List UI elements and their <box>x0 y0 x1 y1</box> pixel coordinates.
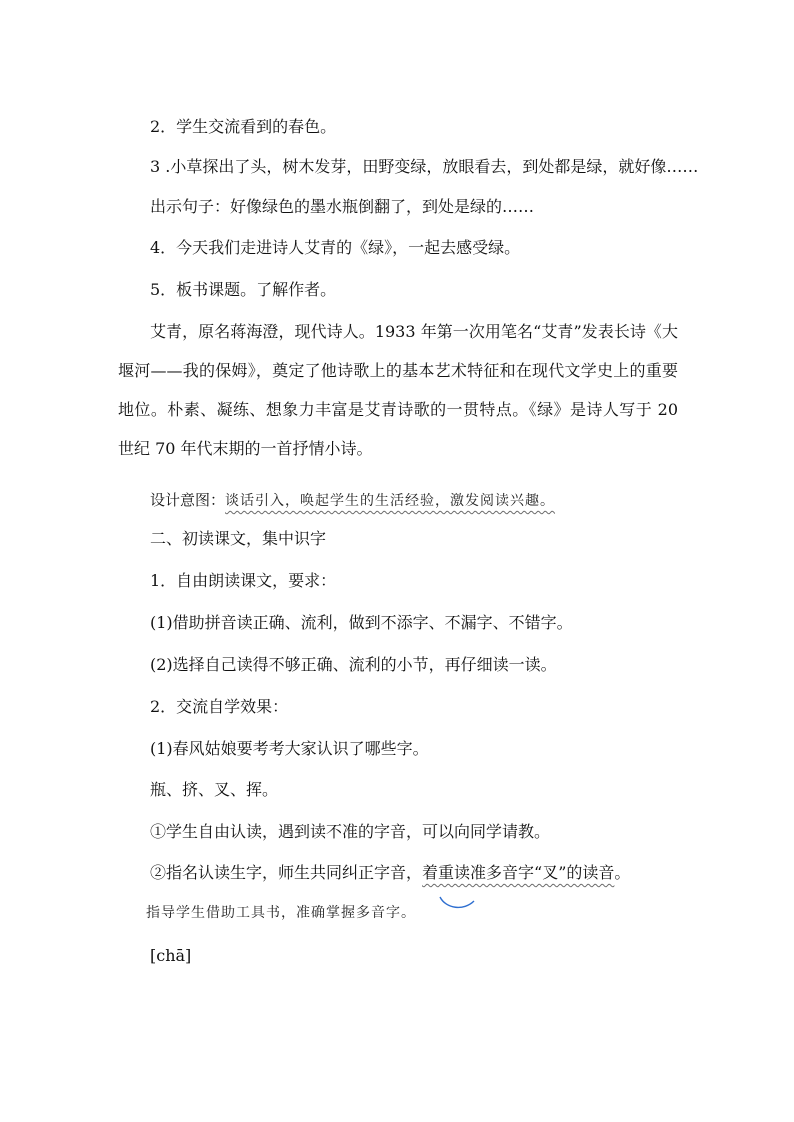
design-note <box>150 490 555 511</box>
annotation-arrow-icon <box>438 893 478 913</box>
section-heading: 二、初读课文，集中识字 <box>150 529 327 548</box>
author-paragraph: 艾青，原名蒋海澄，现代诗人。1933 年第一次用笔名“艾青”发表长诗《大堰河——我的保姆》，奠定了他诗歌上的基本艺术特征和在现代文学史上的重要地位。朴素、凝练、想象力丰富是艾青诗歌的一贯特点。《绿》是诗人写于 20 世纪 70 年代末期的一首抒情小诗。 <box>118 322 678 458</box>
step-2-text: ②指名认读生字，师生共同纠正字音， <box>150 863 423 882</box>
item-2a: (1)春风姑娘要考考大家认识了哪些字。 <box>150 739 429 758</box>
line-2: 2．学生交流看到的春色。 <box>150 117 337 136</box>
line-4: 4．今天我们走进诗人艾青的《绿》，一起去感受绿。 <box>150 238 521 257</box>
pinyin: [chā] <box>150 946 192 965</box>
item-1b: (2)选择自己读得不够正确、流利的小节，再仔细读一读。 <box>150 655 557 674</box>
step-2-end: 。 <box>614 863 631 882</box>
design-note-label: 设计意图： <box>150 491 226 509</box>
step-2 <box>150 863 630 883</box>
line-3: 3 .小草探出了头，树木发芽，田野变绿，放眼看去，到处都是绿，就好像…… <box>150 157 699 176</box>
handwritten-note: 指导学生借助工具书，准确掌握多音字。 <box>146 905 416 921</box>
step-2-marked: 着重读准多音字“叉”的读音 <box>422 863 615 882</box>
line-5: 5．板书课题。了解作者。 <box>150 280 337 299</box>
line-sentence: 出示句子：好像绿色的墨水瓶倒翻了，到处是绿的…… <box>150 197 535 216</box>
item-1: 1．自由朗读课文，要求： <box>150 571 337 590</box>
char-list: 瓶、挤、叉、挥。 <box>150 780 279 799</box>
design-note-text: 谈话引入，唤起学生的生活经验，激发阅读兴趣。 <box>225 493 556 509</box>
step-1: ①学生自由认读，遇到读不准的字音，可以向同学请教。 <box>150 822 551 841</box>
item-1a: (1)借助拼音读正确、流利，做到不添字、不漏字、不错字。 <box>150 613 573 632</box>
item-2: 2．交流自学效果： <box>150 697 289 716</box>
